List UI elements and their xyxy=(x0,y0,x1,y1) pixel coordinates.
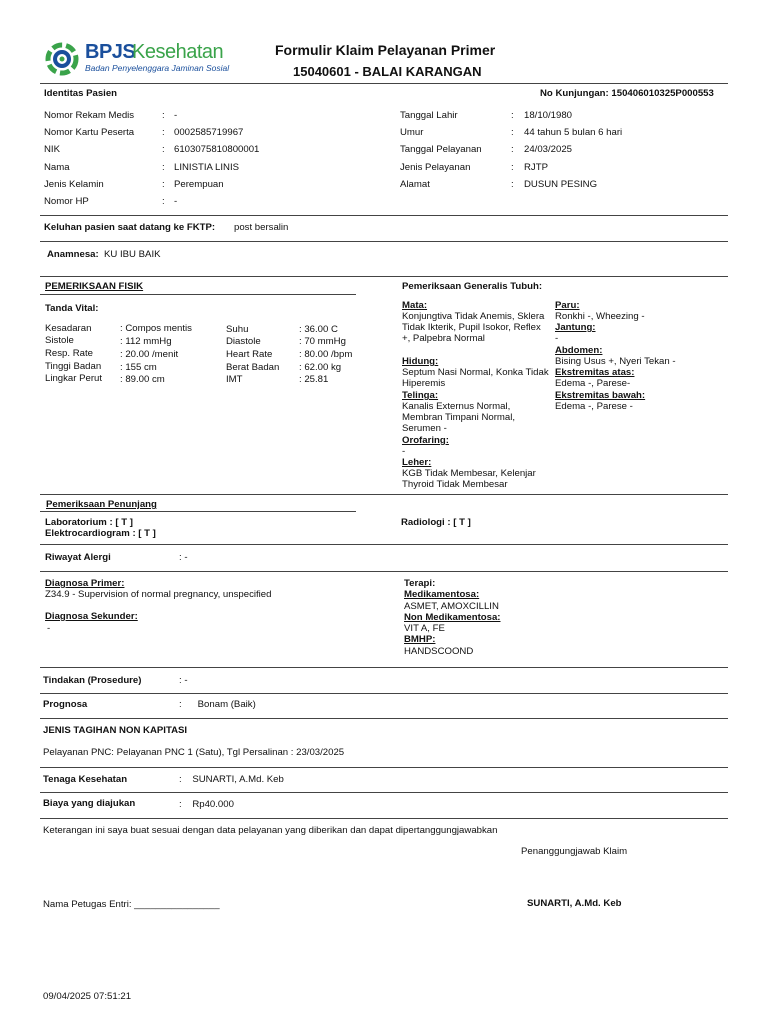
hidung-value: Septum Nasi Normal, Konka Tidak Hiperemis xyxy=(402,367,549,390)
secondary-diagnosis-label: Diagnosa Sekunder: xyxy=(45,611,138,622)
support-section-title: Pemeriksaan Penunjang xyxy=(46,499,157,510)
divider xyxy=(40,818,728,819)
identity-value: 18/10/1980 xyxy=(524,110,573,121)
vital-title: Tanda Vital: xyxy=(45,303,99,314)
identity-value: LINISTIA LINIS xyxy=(174,162,240,173)
identity-value: 6103075810800001 xyxy=(174,144,260,155)
identity-value: 0002585719967 xyxy=(174,127,244,138)
primary-diagnosis-label: Diagnosa Primer: xyxy=(45,578,125,589)
divider xyxy=(40,571,728,572)
bpjs-emblem-icon xyxy=(45,42,79,76)
divider xyxy=(40,792,728,793)
brand-name-bpjs: BPJS xyxy=(85,41,136,63)
hidung-label: Hidung: xyxy=(402,356,439,367)
ekstremitas-bawah-label: Ekstremitas bawah: xyxy=(555,390,646,401)
telinga-label: Telinga: xyxy=(402,390,439,401)
colon: : xyxy=(511,144,514,155)
colon: : xyxy=(162,110,165,121)
ekstremitas-atas-value: Edema -, Parese- xyxy=(555,378,631,389)
secondary-diagnosis-value: - xyxy=(47,623,51,634)
non-medication-value: VIT A, FE xyxy=(404,623,445,634)
identity-section-title: Identitas Pasien xyxy=(44,88,118,99)
ekstremitas-atas-label: Ekstremitas atas: xyxy=(555,367,635,378)
vital-value: : 62.00 kg xyxy=(299,362,342,373)
form-title: Formulir Klaim Pelayanan Primer xyxy=(275,42,496,58)
complaint-value: post bersalin xyxy=(234,222,289,233)
vital-value: : 80.00 /bpm xyxy=(299,349,353,360)
leher-label: Leher: xyxy=(402,457,432,468)
prognosis-label: Prognosa xyxy=(43,699,88,710)
abdomen-label: Abdomen: xyxy=(555,345,603,356)
colon: : xyxy=(162,196,165,207)
mata-value: Konjungtiva Tidak Anemis, Sklera Tidak Ikterik, Pupil Isokor, Reflex +, Palpebra Normal xyxy=(402,311,545,345)
non-capitation-value: Pelayanan PNC: Pelayanan PNC 1 (Satu), Tgl Persalinan : 23/03/2025 xyxy=(43,747,345,758)
vital-value: : 25.81 xyxy=(299,374,329,385)
divider xyxy=(40,294,356,295)
identity-label: Nomor Kartu Peserta xyxy=(44,127,135,138)
allergy-value: : - xyxy=(179,552,188,563)
physical-section-title: PEMERIKSAAN FISIK xyxy=(45,281,144,292)
colon: : xyxy=(511,162,514,173)
divider xyxy=(40,693,728,694)
identity-label: Tanggal Pelayanan xyxy=(400,144,482,155)
primary-diagnosis-value: Z34.9 - Supervision of normal pregnancy, unspecified xyxy=(45,589,272,600)
identity-label: Nama xyxy=(44,162,70,173)
vital-value: : Compos mentis xyxy=(120,323,192,334)
jantung-label: Jantung: xyxy=(555,322,596,333)
vital-label: Heart Rate xyxy=(226,349,273,360)
identity-value: Perempuan xyxy=(174,179,224,190)
orofaring-value: - xyxy=(402,446,406,457)
colon: : xyxy=(162,144,165,155)
non-capitation-title: JENIS TAGIHAN NON KAPITASI xyxy=(43,725,188,736)
paru-value: Ronkhi -, Wheezing - xyxy=(555,311,645,322)
vital-label: Tinggi Badan xyxy=(45,361,102,372)
identity-label: Nomor Rekam Medis xyxy=(44,110,135,121)
vital-label: Lingkar Perut xyxy=(45,373,103,384)
bpjs-logo xyxy=(45,41,245,77)
vital-value: : 112 mmHg xyxy=(120,336,172,347)
staff-label: Tenaga Kesehatan xyxy=(43,774,128,785)
staff-value: : SUNARTI, A.Md. Keb xyxy=(179,774,284,785)
divider xyxy=(40,667,728,668)
identity-value: 44 tahun 5 bulan 6 hari xyxy=(524,127,623,138)
divider xyxy=(40,83,728,84)
anamnesa-value: KU IBU BAIK xyxy=(104,249,161,260)
cost-value: : Rp40.000 xyxy=(179,799,234,810)
vital-value: : 155 cm xyxy=(120,362,157,373)
identity-label: Tanggal Lahir xyxy=(400,110,458,121)
divider xyxy=(40,767,728,768)
procedure-label: Tindakan (Prosedure) xyxy=(43,675,142,686)
identity-label: Alamat xyxy=(400,179,430,190)
colon: : xyxy=(511,127,514,138)
colon: : xyxy=(511,179,514,190)
orofaring-label: Orofaring: xyxy=(402,435,449,446)
anamnesa-label: Anamnesa: xyxy=(47,249,99,260)
vital-value: : 89.00 cm xyxy=(120,374,165,385)
identity-value: DUSUN PESING xyxy=(524,179,598,190)
divider xyxy=(40,511,356,512)
general-exam-title: Pemeriksaan Generalis Tubuh: xyxy=(402,281,543,292)
ekg-result: Elektrocardiogram : [ T ] xyxy=(45,528,156,539)
vital-value: : 70 mmHg xyxy=(299,336,346,347)
facility-title: 15040601 - BALAI KARANGAN xyxy=(293,64,482,79)
vital-value: : 36.00 C xyxy=(299,324,338,335)
identity-label: Nomor HP xyxy=(44,196,89,207)
identity-label: Jenis Pelayanan xyxy=(400,162,471,173)
allergy-label: Riwayat Alergi xyxy=(45,552,111,563)
radiology-result: Radiologi : [ T ] xyxy=(401,517,471,528)
responsible-label: Penanggungjawab Klaim xyxy=(521,846,628,857)
divider xyxy=(40,494,728,495)
divider xyxy=(40,718,728,719)
non-medication-label: Non Medikamentosa: xyxy=(404,612,501,623)
divider xyxy=(40,544,728,545)
mata-label: Mata: xyxy=(402,300,428,311)
vital-label: Berat Badan xyxy=(226,362,280,373)
abdomen-value: Bising Usus +, Nyeri Tekan - xyxy=(555,356,676,367)
lab-result: Laboratorium : [ T ] xyxy=(45,517,133,528)
identity-value: 24/03/2025 xyxy=(524,144,573,155)
vital-label: Sistole xyxy=(45,335,74,346)
identity-value: - xyxy=(174,110,178,121)
medication-label: Medikamentosa: xyxy=(404,589,480,600)
divider xyxy=(40,276,728,277)
colon: : xyxy=(511,110,514,121)
colon: : xyxy=(162,179,165,190)
complaint-label: Keluhan pasien saat datang ke FKTP: xyxy=(44,222,216,233)
jantung-value: - xyxy=(555,333,559,344)
leher-value: KGB Tidak Membesar, Kelenjar Thyroid Tidak Membesar xyxy=(402,468,536,491)
vital-label: Resp. Rate xyxy=(45,348,93,359)
bmhp-value: HANDSCOOND xyxy=(404,646,474,657)
entry-officer: Nama Petugas Entri: ________________ xyxy=(43,899,220,910)
ekstremitas-bawah-value: Edema -, Parese - xyxy=(555,401,633,412)
procedure-value: : - xyxy=(179,675,188,686)
vital-label: Kesadaran xyxy=(45,323,92,334)
identity-value: RJTP xyxy=(524,162,548,173)
brand-name-kesehatan: Kesehatan xyxy=(132,41,224,63)
signer-name: SUNARTI, A.Md. Keb xyxy=(527,898,622,909)
bmhp-label: BMHP: xyxy=(404,634,436,645)
paru-label: Paru: xyxy=(555,300,580,311)
identity-label: Umur xyxy=(400,127,424,138)
therapy-title: Terapi: xyxy=(404,578,436,589)
telinga-value: Kanalis Externus Normal, Membran Timpani Normal, Serumen - xyxy=(402,401,516,435)
divider xyxy=(40,215,728,216)
colon: : xyxy=(162,127,165,138)
identity-label: Jenis Kelamin xyxy=(44,179,104,190)
prognosis-value: : Bonam (Baik) xyxy=(179,699,256,710)
vital-label: Suhu xyxy=(226,324,249,335)
medication-value: ASMET, AMOXCILLIN xyxy=(404,601,499,612)
brand-subtitle: Badan Penyelenggara Jaminan Sosial xyxy=(85,63,230,73)
visit-number: No Kunjungan: 150406010325P000553 xyxy=(540,88,714,99)
divider xyxy=(40,241,728,242)
cost-label: Biaya yang diajukan xyxy=(43,798,136,809)
identity-label: NIK xyxy=(44,144,60,155)
identity-value: - xyxy=(174,196,178,207)
print-timestamp: 09/04/2025 07:51:21 xyxy=(43,991,132,1002)
vital-value: : 20.00 /menit xyxy=(120,349,179,360)
vital-label: Diastole xyxy=(226,336,261,347)
vital-label: IMT xyxy=(226,374,243,385)
statement-text: Keterangan ini saya buat sesuai dengan data pelayanan yang diberikan dan dapat dipertanggungjawabkan xyxy=(43,825,498,836)
colon: : xyxy=(162,162,165,173)
